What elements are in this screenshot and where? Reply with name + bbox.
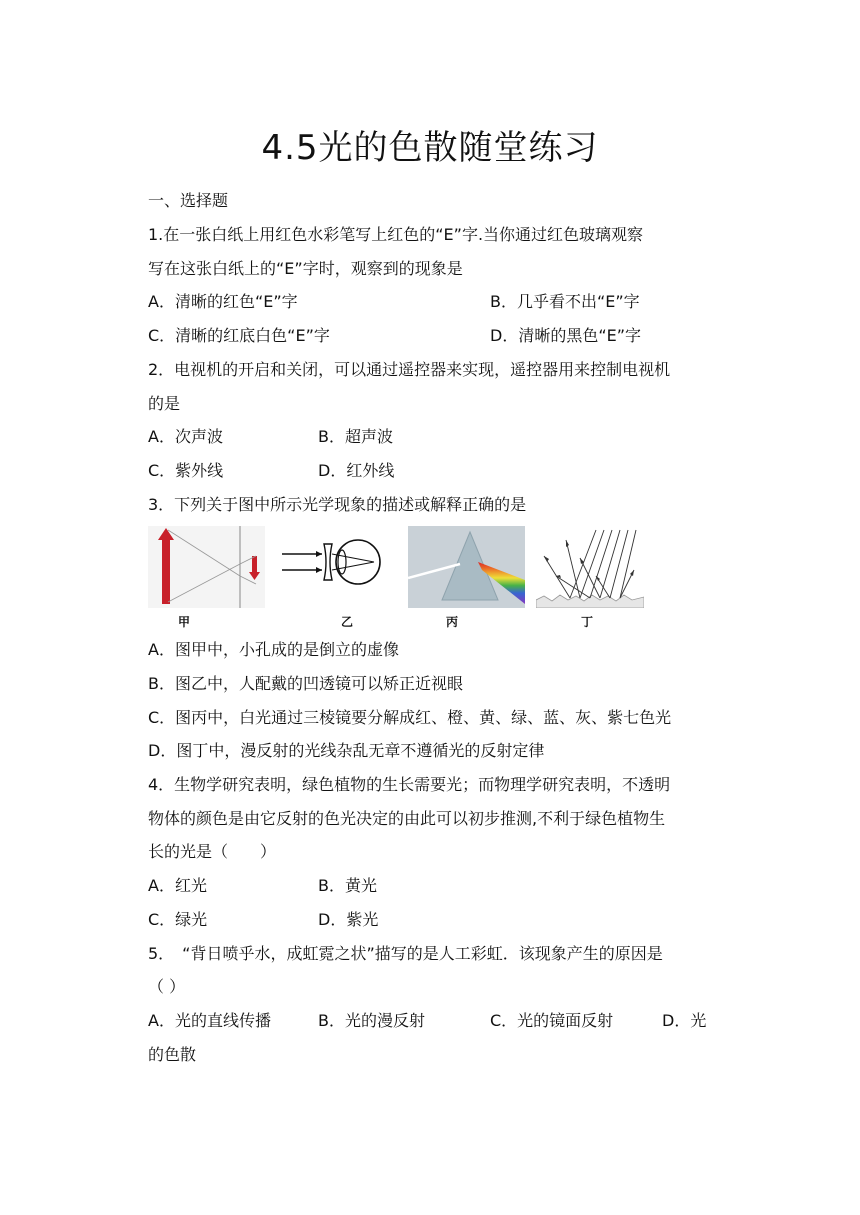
fig-label-ding: 丁 bbox=[581, 615, 594, 629]
q5-option-d-continued: 的色散 bbox=[148, 1045, 197, 1064]
q3-option-d: D．图丁中，漫反射的光线杂乱无章不遵循光的反射定律 bbox=[148, 741, 545, 760]
q3-stem-line1: 3．下列关于图中所示光学现象的描述或解释正确的是 bbox=[148, 495, 527, 514]
fig-label-yi: 乙 bbox=[341, 615, 354, 629]
figure-yi-eye-lens bbox=[278, 526, 395, 608]
q1-stem-line2: 写在这张白纸上的“E”字时，观察到的现象是 bbox=[148, 259, 463, 278]
fig-label-bing: 丙 bbox=[446, 615, 459, 629]
q2-option-c: C．紫外线 bbox=[148, 461, 224, 480]
q4-option-d: D．紫光 bbox=[318, 910, 379, 929]
page-title: 4.5光的色散随堂练习 bbox=[261, 128, 599, 168]
q4-option-a: A．红光 bbox=[148, 876, 207, 895]
q1-stem-line1: 1.在一张白纸上用红色水彩笔写上红色的“E”字.当你通过红色玻璃观察 bbox=[148, 225, 644, 244]
q5-option-b: B．光的漫反射 bbox=[318, 1011, 425, 1030]
q2-option-a: A．次声波 bbox=[148, 427, 223, 446]
q4-option-b: B．黄光 bbox=[318, 876, 377, 895]
q1-option-a: A．清晰的红色“E”字 bbox=[148, 292, 298, 311]
q3-figures bbox=[148, 526, 648, 630]
q5-option-d: D．光 bbox=[662, 1011, 707, 1030]
q3-option-b: B．图乙中，人配戴的凹透镜可以矫正近视眼 bbox=[148, 674, 463, 693]
q2-option-b: B．超声波 bbox=[318, 427, 393, 446]
q4-stem-line2: 物体的颜色是由它反射的色光决定的由此可以初步推测,不利于绿色植物生 bbox=[148, 809, 666, 828]
q1-option-c: C．清晰的红底白色“E”字 bbox=[148, 326, 330, 345]
q2-stem-line2: 的是 bbox=[148, 394, 181, 413]
q3-option-c: C．图丙中，白光通过三棱镜要分解成红、橙、黄、绿、蓝、灰、紫七色光 bbox=[148, 708, 672, 727]
figure-bing-prism bbox=[408, 526, 525, 608]
fig-label-jia: 甲 bbox=[178, 615, 191, 629]
q5-stem-line1: 5． “背日喷乎水，成虹霓之状”描写的是人工彩虹．该现象产生的原因是 bbox=[148, 944, 663, 963]
figure-jia-pinhole-image bbox=[148, 526, 265, 608]
q3-option-a: A．图甲中，小孔成的是倒立的虚像 bbox=[148, 640, 399, 659]
q2-option-d: D．红外线 bbox=[318, 461, 395, 480]
q1-option-b: B．几乎看不出“E”字 bbox=[490, 292, 640, 311]
q2-stem-line1: 2．电视机的开启和关闭，可以通过遥控器来实现，遥控器用来控制电视机 bbox=[148, 360, 671, 379]
q4-option-c: C．绿光 bbox=[148, 910, 208, 929]
q5-option-a: A．光的直线传播 bbox=[148, 1011, 271, 1030]
q1-option-d: D．清晰的黑色“E”字 bbox=[490, 326, 642, 345]
q5-option-c: C．光的镜面反射 bbox=[490, 1011, 614, 1030]
q5-stem-line2: （ ） bbox=[148, 977, 186, 996]
q4-stem-line3: 长的光是（ ） bbox=[148, 842, 277, 861]
section-heading: 一、选择题 bbox=[148, 191, 229, 210]
figure-ding-diffuse-reflection bbox=[536, 526, 644, 608]
q4-stem-line1: 4．生物学研究表明，绿色植物的生长需要光；而物理学研究表明，不透明 bbox=[148, 775, 671, 794]
